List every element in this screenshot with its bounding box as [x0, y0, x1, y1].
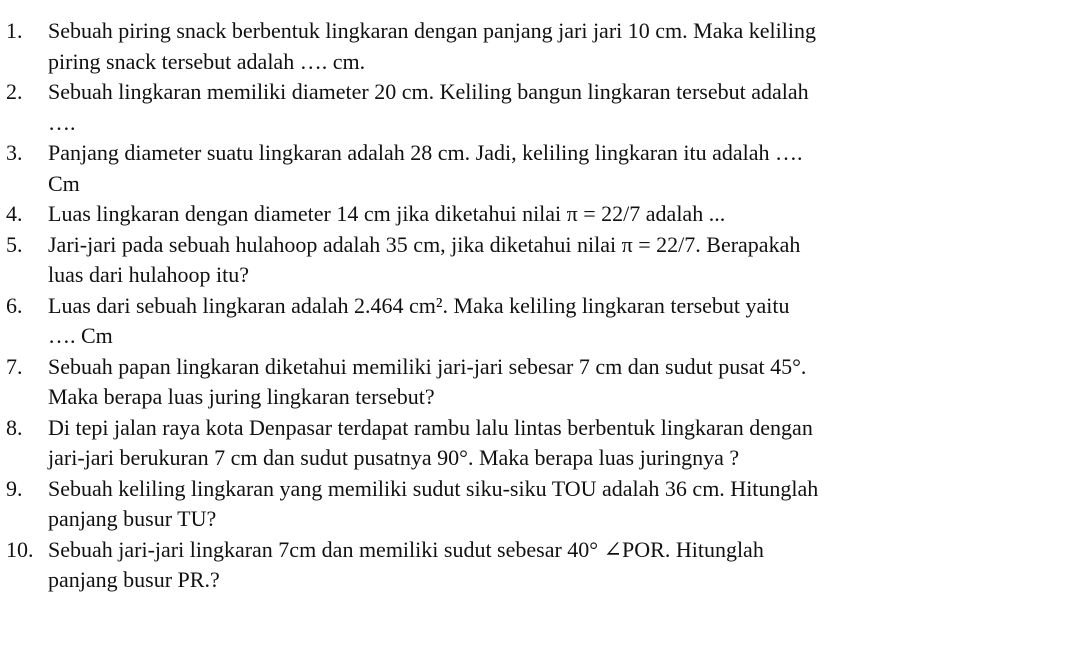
question-number: 10. [6, 536, 34, 562]
question-line: Sebuah papan lingkaran diketahui memiliki jari-jari sebesar 7 cm dan sudut pusat 45°. [48, 353, 807, 379]
question-line: Sebuah piring snack berbentuk lingkaran dengan panjang jari jari 10 cm. Maka keliling [48, 18, 816, 43]
question-text [48, 291, 1040, 352]
question-line: Luas dari sebuah lingkaran adalah 2.464 cm². Maka keliling lingkaran tersebut yaitu [48, 292, 790, 318]
question-text [48, 352, 1040, 413]
question-line: Luas lingkaran dengan diameter 14 cm jika diketahui nilai π = 22/7 adalah ... [48, 201, 726, 226]
question-number: 4. [6, 201, 23, 226]
question-item [6, 16, 1040, 77]
question-line: …. [48, 109, 76, 135]
question-line: panjang busur PR.? [48, 567, 220, 592]
question-line: …. Cm [48, 323, 113, 348]
question-number: 3. [6, 140, 23, 165]
question-number: 8. [6, 414, 23, 440]
question-line: Panjang diameter suatu lingkaran adalah 28 cm. Jadi, keliling lingkaran itu adalah …. [48, 140, 803, 165]
question-number: 6. [6, 292, 23, 318]
question-line: panjang busur TU? [48, 506, 217, 531]
question-list [6, 16, 1040, 596]
question-item [6, 291, 1040, 352]
question-text [48, 230, 1040, 291]
question-line: Sebuah keliling lingkaran yang memiliki sudut siku-siku TOU adalah 36 cm. Hitunglah [48, 475, 819, 501]
question-item [6, 199, 1040, 230]
question-text [48, 16, 1040, 77]
question-number: 5. [6, 231, 23, 257]
question-line: jari-jari berukuran 7 cm dan sudut pusatnya 90°. Maka berapa luas juringnya ? [48, 445, 740, 470]
question-line: piring snack tersebut adalah …. cm. [48, 48, 366, 74]
question-number: 7. [6, 353, 23, 379]
question-line: Sebuah lingkaran memiliki diameter 20 cm. Keliling bangun lingkaran tersebut adalah [48, 79, 809, 104]
question-item [6, 352, 1040, 413]
question-line: Jari-jari pada sebuah hulahoop adalah 35 cm, jika diketahui nilai π = 22/7. Berapakah [48, 231, 801, 257]
question-text [48, 474, 1040, 535]
question-item [6, 413, 1040, 474]
question-item [6, 474, 1040, 535]
question-number: 2. [6, 79, 23, 104]
question-text [48, 535, 1040, 596]
question-item [6, 230, 1040, 291]
question-text [48, 413, 1040, 474]
question-line: Di tepi jalan raya kota Denpasar terdapat rambu lalu lintas berbentuk lingkaran dengan [48, 414, 813, 440]
question-line: Maka berapa luas juring lingkaran tersebut? [48, 384, 435, 409]
question-number: 9. [6, 475, 23, 501]
question-text [48, 77, 1040, 138]
question-text [48, 138, 1040, 199]
question-line: luas dari hulahoop itu? [48, 262, 250, 287]
question-item [6, 535, 1040, 596]
question-line: Cm [48, 170, 80, 196]
question-item [6, 77, 1040, 138]
question-line: Sebuah jari-jari lingkaran 7cm dan memiliki sudut sebesar 40° ∠POR. Hitunglah [48, 536, 764, 562]
question-item [6, 138, 1040, 199]
question-text [48, 199, 1040, 230]
question-number: 1. [6, 18, 23, 43]
